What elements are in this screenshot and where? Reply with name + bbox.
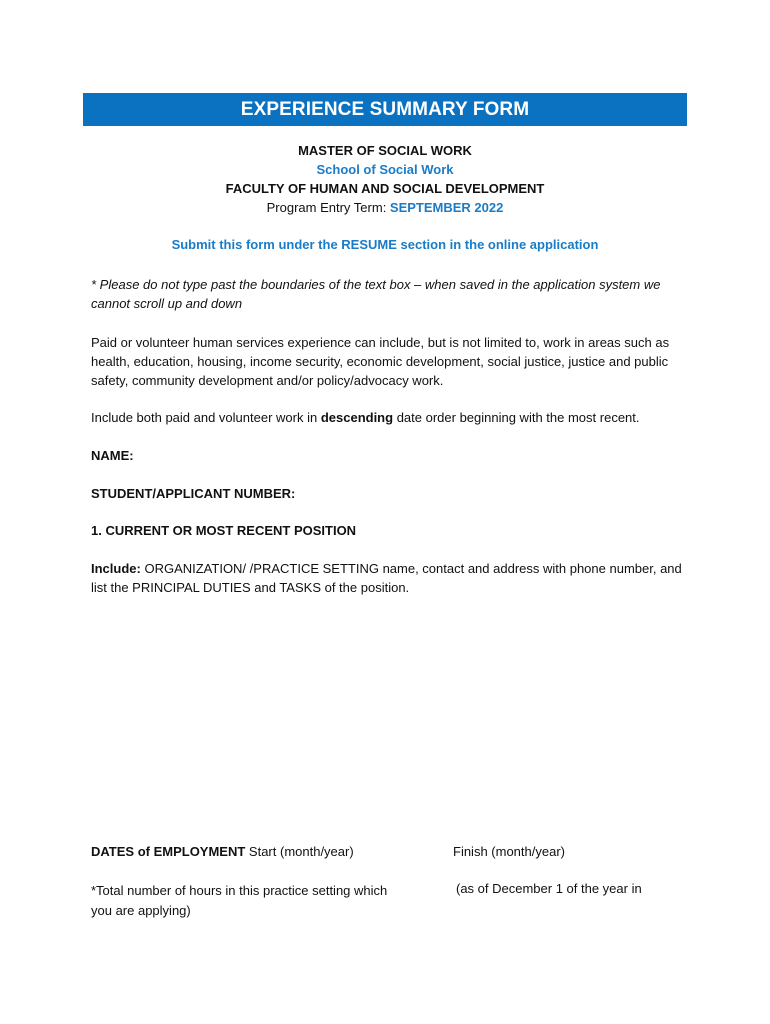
name-label: NAME: — [91, 448, 134, 463]
form-title: EXPERIENCE SUMMARY FORM — [240, 98, 530, 120]
position-heading: 1. CURRENT OR MOST RECENT POSITION — [91, 523, 357, 538]
faculty-name: FACULTY OF HUMAN AND SOCIAL DEVELOPMENT — [225, 181, 545, 196]
dates-label: DATES of EMPLOYMENT — [91, 844, 246, 859]
experience-description: Paid or volunteer human services experience can include, but is not limited to, work in areas such as health, education, housing, income security, economic development, social justice, justice and public safety, community development and/or policy/advocacy work. — [91, 335, 670, 388]
entry-term-label: Program Entry Term: — [266, 200, 390, 215]
include-label: Include: — [91, 561, 141, 576]
total-hours-label: *Total number of hours in this practice setting which you are applying) — [91, 883, 388, 918]
entry-term-value: SEPTEMBER 2022 — [389, 200, 504, 215]
program-name: MASTER OF SOCIAL WORK — [298, 143, 472, 158]
order-suffix: date order beginning with the most recent. — [393, 410, 640, 425]
start-date-field — [91, 844, 354, 859]
order-prefix: Include both paid and volunteer work in — [91, 410, 321, 425]
finish-date-label: Finish (month/year) — [453, 844, 565, 859]
order-emphasis: descending — [320, 410, 394, 425]
form-title-banner — [83, 93, 687, 126]
submit-instruction: Submit this form under the RESUME section in the online application — [171, 237, 599, 252]
boundary-note: * Please do not type past the boundaries of the text box – when saved in the application system we cannot scroll up and down — [91, 277, 661, 311]
include-text: ORGANIZATION/ /PRACTICE SETTING name, contact and address with phone number, and list the PRINCIPAL DUTIES and TASKS of the position. — [91, 561, 682, 595]
position-include-instruction — [91, 559, 687, 597]
start-label: Start (month/year) — [245, 844, 354, 859]
hours-date-note: (as of December 1 of the year in — [456, 881, 642, 896]
order-instruction — [91, 408, 687, 427]
school-name: School of Social Work — [316, 162, 454, 177]
entry-term — [83, 200, 687, 215]
student-number-label: STUDENT/APPLICANT NUMBER: — [91, 486, 296, 501]
